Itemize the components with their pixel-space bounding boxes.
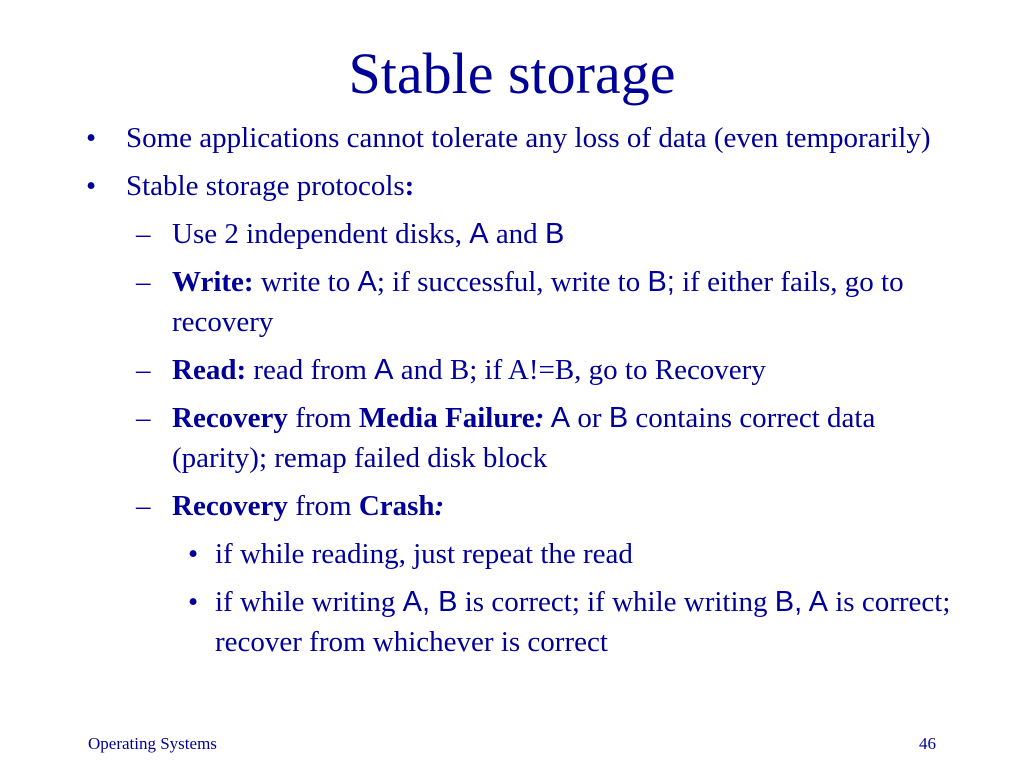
dash-marker: – xyxy=(136,490,151,522)
dash-marker: – xyxy=(136,266,151,298)
bullet-colon: : xyxy=(404,170,415,202)
bullet-marker: • xyxy=(188,586,199,618)
bullet-marker: • xyxy=(86,170,97,202)
disk-b-label: B; xyxy=(647,266,675,298)
sub-item xyxy=(80,214,960,254)
sub-item xyxy=(80,486,960,526)
write-label: Write: xyxy=(172,266,254,298)
sub-text: write to xyxy=(253,266,358,298)
disk-a-label: A xyxy=(544,402,571,434)
bullet-text: Stable storage protocols xyxy=(126,170,405,202)
sub-item xyxy=(80,262,960,342)
sub-text: from xyxy=(287,490,359,522)
disk-a-label: A xyxy=(374,354,394,386)
disk-a-label: A xyxy=(469,218,489,250)
subsub-text: if while reading, just repeat the read xyxy=(215,538,633,570)
subsub-item xyxy=(80,534,960,574)
sub-item xyxy=(80,350,960,390)
disk-b-label: B xyxy=(544,218,565,250)
subsub-text: is correct; recover from whichever is correct xyxy=(215,586,951,658)
sub-text: or xyxy=(570,402,609,434)
bullet-item xyxy=(80,166,960,206)
dash-marker: – xyxy=(136,354,151,386)
sub-text: contains correct data (parity); remap failed disk block xyxy=(172,402,876,474)
dash-marker: – xyxy=(136,402,151,434)
disk-ba-label: B, A xyxy=(774,586,828,618)
media-failure-colon: : xyxy=(534,402,545,434)
subsub-text: is correct; if while writing xyxy=(457,586,775,618)
recovery-label: Recovery xyxy=(172,490,288,522)
media-failure-label: Media Failure xyxy=(358,402,535,434)
bullet-item xyxy=(80,118,960,158)
sub-text: from xyxy=(287,402,359,434)
crash-colon: : xyxy=(434,490,445,522)
slide-body xyxy=(80,118,960,670)
sub-text: if either fails, go to recovery xyxy=(172,266,904,338)
slide-title: Stable storage xyxy=(348,41,676,106)
dash-marker: – xyxy=(136,218,151,250)
bullet-marker: • xyxy=(86,122,97,154)
read-label: Read: xyxy=(172,354,247,386)
disk-b-label: B xyxy=(608,402,629,434)
subsub-item xyxy=(80,582,960,662)
disk-ab-label: A, B xyxy=(402,586,458,618)
bullet-marker: • xyxy=(188,538,199,570)
sub-text: Use 2 independent disks, xyxy=(172,218,470,250)
sub-item xyxy=(80,398,960,478)
sub-text: and B; if A!=B, go to Recovery xyxy=(393,354,766,386)
footer-course-title: Operating Systems xyxy=(88,734,217,753)
sub-text: read from xyxy=(246,354,375,386)
crash-label: Crash xyxy=(358,490,435,522)
subsub-text: if while writing xyxy=(215,586,403,618)
disk-a-label: A xyxy=(357,266,377,298)
footer-page-number: 46 xyxy=(919,734,936,753)
sub-text: and xyxy=(488,218,545,250)
recovery-label: Recovery xyxy=(172,402,288,434)
sub-text: ; if successful, write to xyxy=(376,266,648,298)
bullet-text: Some applications cannot tolerate any loss of data (even temporarily) xyxy=(126,122,931,154)
